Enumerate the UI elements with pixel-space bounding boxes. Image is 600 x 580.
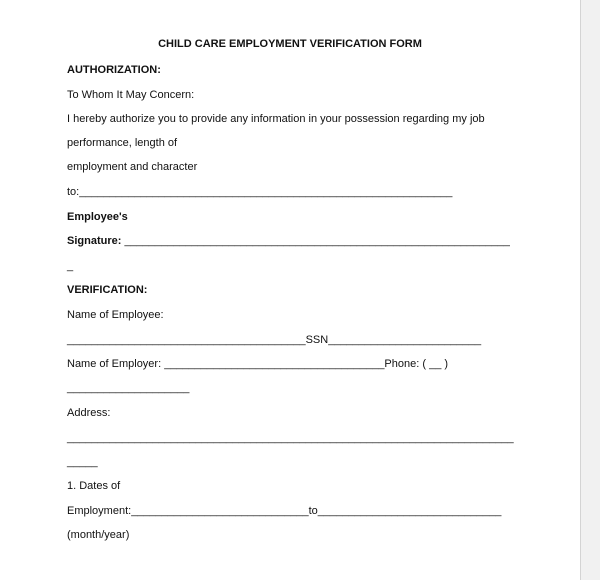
employee-name-ssn-field[interactable]: _______________________________________SSN_________________________ <box>67 334 482 346</box>
month-year-hint: (month/year) <box>67 529 130 541</box>
employment-dates-field[interactable]: Employment:_____________________________to______________________________ <box>67 505 502 517</box>
employer-phone-field[interactable]: Name of Employer: ____________________________________Phone: ( __ ) <box>67 358 449 370</box>
signature-field[interactable]: _______________________________________________________________ <box>121 235 510 247</box>
authorization-heading: AUTHORIZATION: <box>67 64 161 76</box>
address-field[interactable]: _________________________________________________________________________ <box>67 432 514 444</box>
salutation: To Whom It May Concern: <box>67 89 195 101</box>
to-field[interactable]: to:_____________________________________________________________ <box>67 186 453 198</box>
employee-name-label: Name of Employee: <box>67 309 164 321</box>
signature-row <box>67 234 510 248</box>
verification-heading: VERIFICATION: <box>67 284 148 296</box>
signature-label: Signature: <box>67 235 122 247</box>
phone-continuation-field[interactable]: ____________________ <box>67 382 190 394</box>
authorization-text-line-2: performance, length of <box>67 137 178 149</box>
employee-label: Employee's <box>67 211 128 223</box>
viewer-background <box>581 0 600 580</box>
authorization-text-line-3: employment and character <box>67 161 198 173</box>
signature-continuation: _ <box>67 260 74 272</box>
authorization-text-line-1: I hereby authorize you to provide any information in your possession regarding my job <box>67 113 485 125</box>
address-label: Address: <box>67 407 111 419</box>
address-field-continuation[interactable]: _____ <box>67 456 98 468</box>
form-title: CHILD CARE EMPLOYMENT VERIFICATION FORM <box>158 38 422 50</box>
dates-label: 1. Dates of <box>67 480 121 492</box>
